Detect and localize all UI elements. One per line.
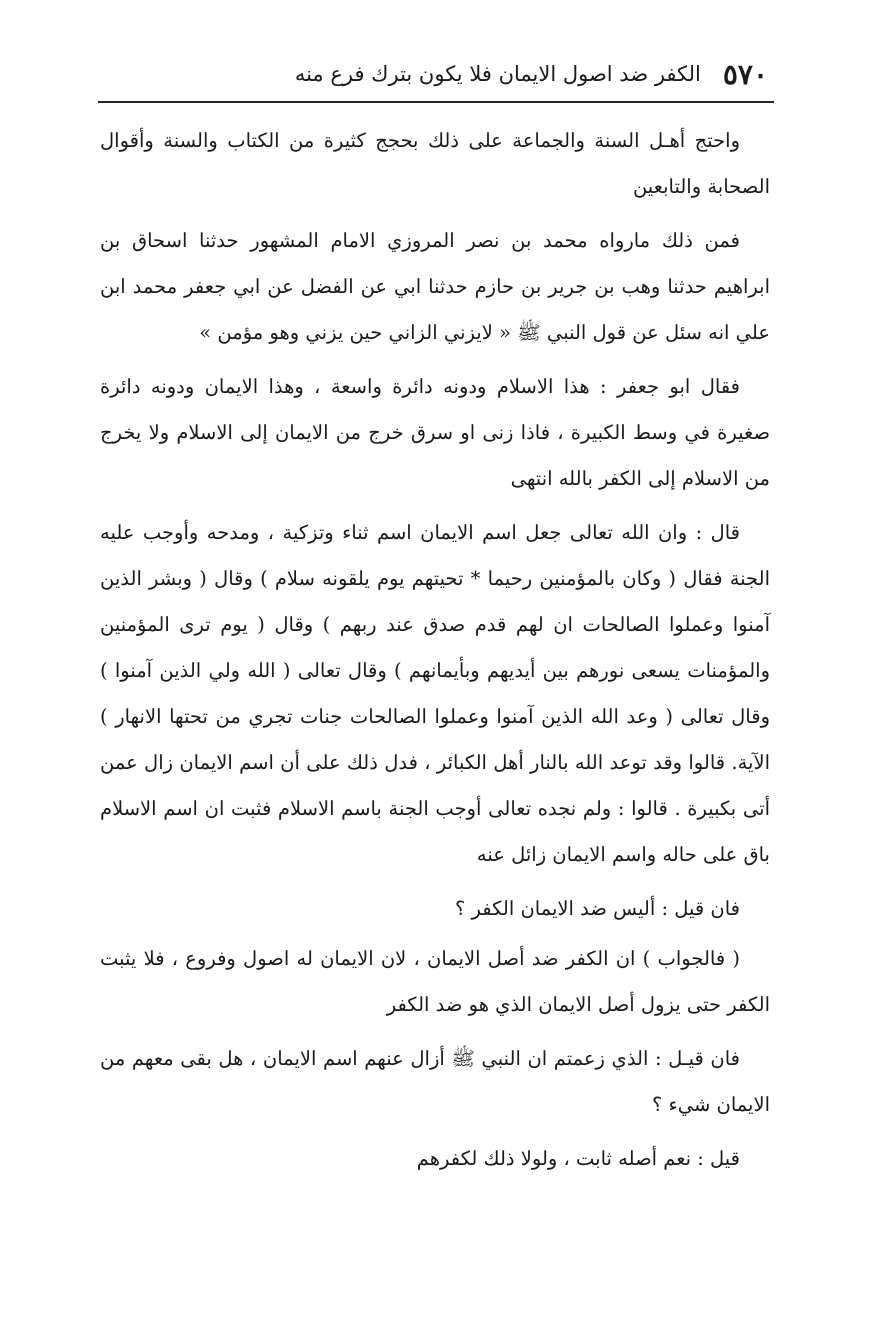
- page-body: [100, 118, 770, 1190]
- paragraph-3: فقال ابو جعفر : هذا الاسلام ودونه دائرة واسعة ، وهذا الايمان ودونه دائرة صغيرة في وسط الكبيرة ، فاذا زنى او سرق خرج من الايمان إلى الاسلام ولا يخرج من الاسلام إلى الكفر بالله انتهى: [100, 375, 770, 490]
- paragraph-8: قيل : نعم أصله ثابت ، ولولا ذلك لكفرهم: [416, 1147, 740, 1170]
- header-rule: [98, 101, 774, 103]
- paragraph-6: ( فالجواب ) ان الكفر ضد أصل الايمان ، لان الايمان له اصول وفروع ، فلا يثبت الكفر حتى يزول أصل الايمان الذي هو ضد الكفر: [100, 947, 770, 1016]
- running-title: الكفر ضد اصول الايمان فلا يكون بترك فرع منه: [294, 62, 701, 86]
- paragraph-2: فمن ذلك مارواه محمد بن نصر المروزي الامام المشهور حدثنا اسحاق بن ابراهيم حدثنا وهب بن جرير بن حازم حدثنا ابي عن الفضل عن ابي جعفر محمد ابن علي انه سئل عن قول النبي ﷺ « لايزني الزاني حين يزني وهو مؤمن »: [100, 229, 770, 344]
- page-number: ٥٧٠: [722, 57, 768, 91]
- paragraph-5: فان قيل : أليس ضد الايمان الكفر ؟: [454, 897, 740, 920]
- paragraph-4: قال : وان الله تعالى جعل اسم الايمان اسم ثناء وتزكية ، ومدحه وأوجب عليه الجنة فقال ( وكان بالمؤمنين رحيما * تحيتهم يوم يلقونه سلام ) وقال ( وبشر الذين آمنوا وعملوا الصالحات ان لهم قدم صدق عند ربهم ) وقال ( يوم ترى المؤمنين والمؤمنات يسعى نورهم بين أيديهم وبأيمانهم ) وقال تعالى ( الله ولي الذين آمنوا ) وقال تعالى ( وعد الله الذين آمنوا وعملوا الصالحات جنات تجري من تحتها الانهار ) الآية. قالوا وقد توعد الله بالنار أهل الكبائر ، فدل ذلك على أن اسم الايمان زال عمن أتى بكبيرة . قالوا : ولم نجده تعالى أوجب الجنة باسم الاسلام فثبت ان اسم الاسلام باق على حاله واسم الايمان زائل عنه: [100, 521, 770, 866]
- paragraph-1: واحتج أهـل السنة والجماعة على ذلك بحجج كثيرة من الكتاب والسنة وأقوال الصحابة والتابعين: [100, 129, 770, 198]
- running-header: [108, 52, 768, 96]
- paragraph-7: فان قيـل : الذي زعمتم ان النبي ﷺ أزال عنهم اسم الايمان ، هل بقى معهم من الايمان شيء ؟: [100, 1047, 770, 1116]
